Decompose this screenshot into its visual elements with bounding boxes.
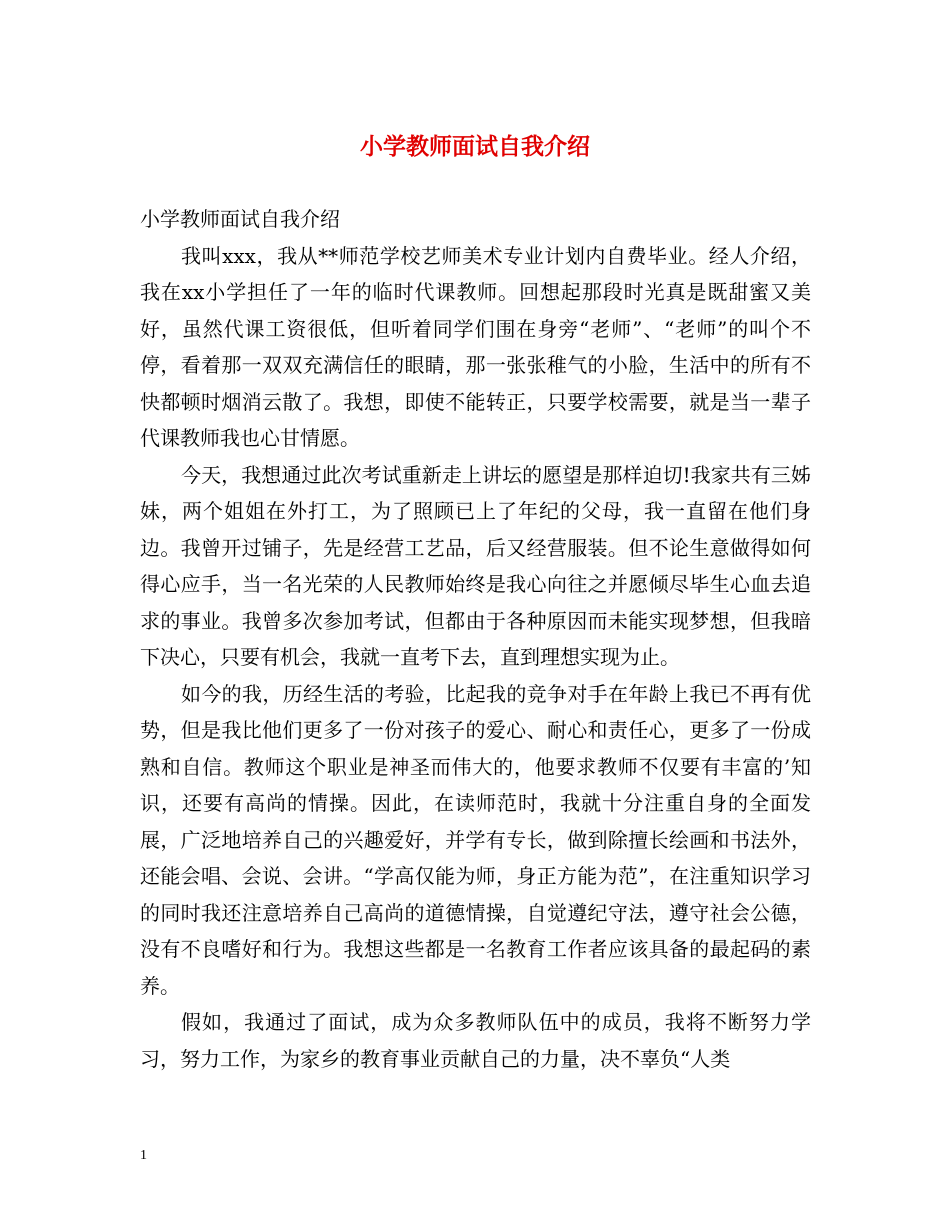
document-title: 小学教师面试自我介绍 — [360, 133, 590, 160]
paragraph-3: 如今的我，历经生活的考验，比起我的竞争对手在年龄上我已不再有优势，但是我比他们更多了一份对孩子的爱心、耐心和责任心，更多了一份成熟和自信。教师这个职业是神圣而伟大的，他要求教师不仅要有丰富的’知识，还要有高尚的情操。因此，在读师范时，我就十分注重自身的全面发展，广泛地培养自己的兴趣爱好，并学有专长，做到除擅长绘画和书法外，还能会唱、会说、会讲。“学高仅能为师，身正方能为范”，在注重知识学习的同时我还注意培养自己高尚的道德情操，自觉遵纪守法，遵守社会公德，没有不良嗜好和行为。我想这些都是一名教育工作者应该具备的最起码的素养。 — [140, 681, 811, 998]
paragraph-2: 今天，我想通过此次考试重新走上讲坛的愿望是那样迫切!我家共有三姊妹，两个姐姐在外打工，为了照顾已上了年纪的父母，我一直留在他们身边。我曾开过铺子，先是经营工艺品，后又经营服装。但不论生意做得如何得心应手，当一名光荣的人民教师始终是我心向往之并愿倾尽毕生心血去追求的事业。我曾多次参加考试，但都由于各种原因而未能实现梦想，但我暗下决心，只要有机会，我就一直考下去，直到理想实现为止。 — [140, 462, 811, 669]
document-body — [140, 201, 811, 1077]
paragraph-4: 假如，我通过了面试，成为众多教师队伍中的成员，我将不断努力学习，努力工作，为家乡的教育事业贡献自己的力量，决不辜负“人类 — [140, 1010, 811, 1071]
page-number: 1 — [140, 1148, 147, 1163]
document-subtitle: 小学教师面试自我介绍 — [140, 207, 340, 231]
paragraph-1: 我叫xxx，我从**师范学校艺师美术专业计划内自费毕业。经人介绍，我在xx小学担任了一年的临时代课教师。回想起那段时光真是既甜蜜又美好，虽然代课工资很低，但听着同学们围在身旁“老师”、“老师”的叫个不停，看着那一双双充满信任的眼睛，那一张张稚气的小脸，生活中的所有不快都顿时烟消云散了。我想，即使不能转正，只要学校需要，就是当一辈子代课教师我也心甘情愿。 — [140, 243, 811, 450]
